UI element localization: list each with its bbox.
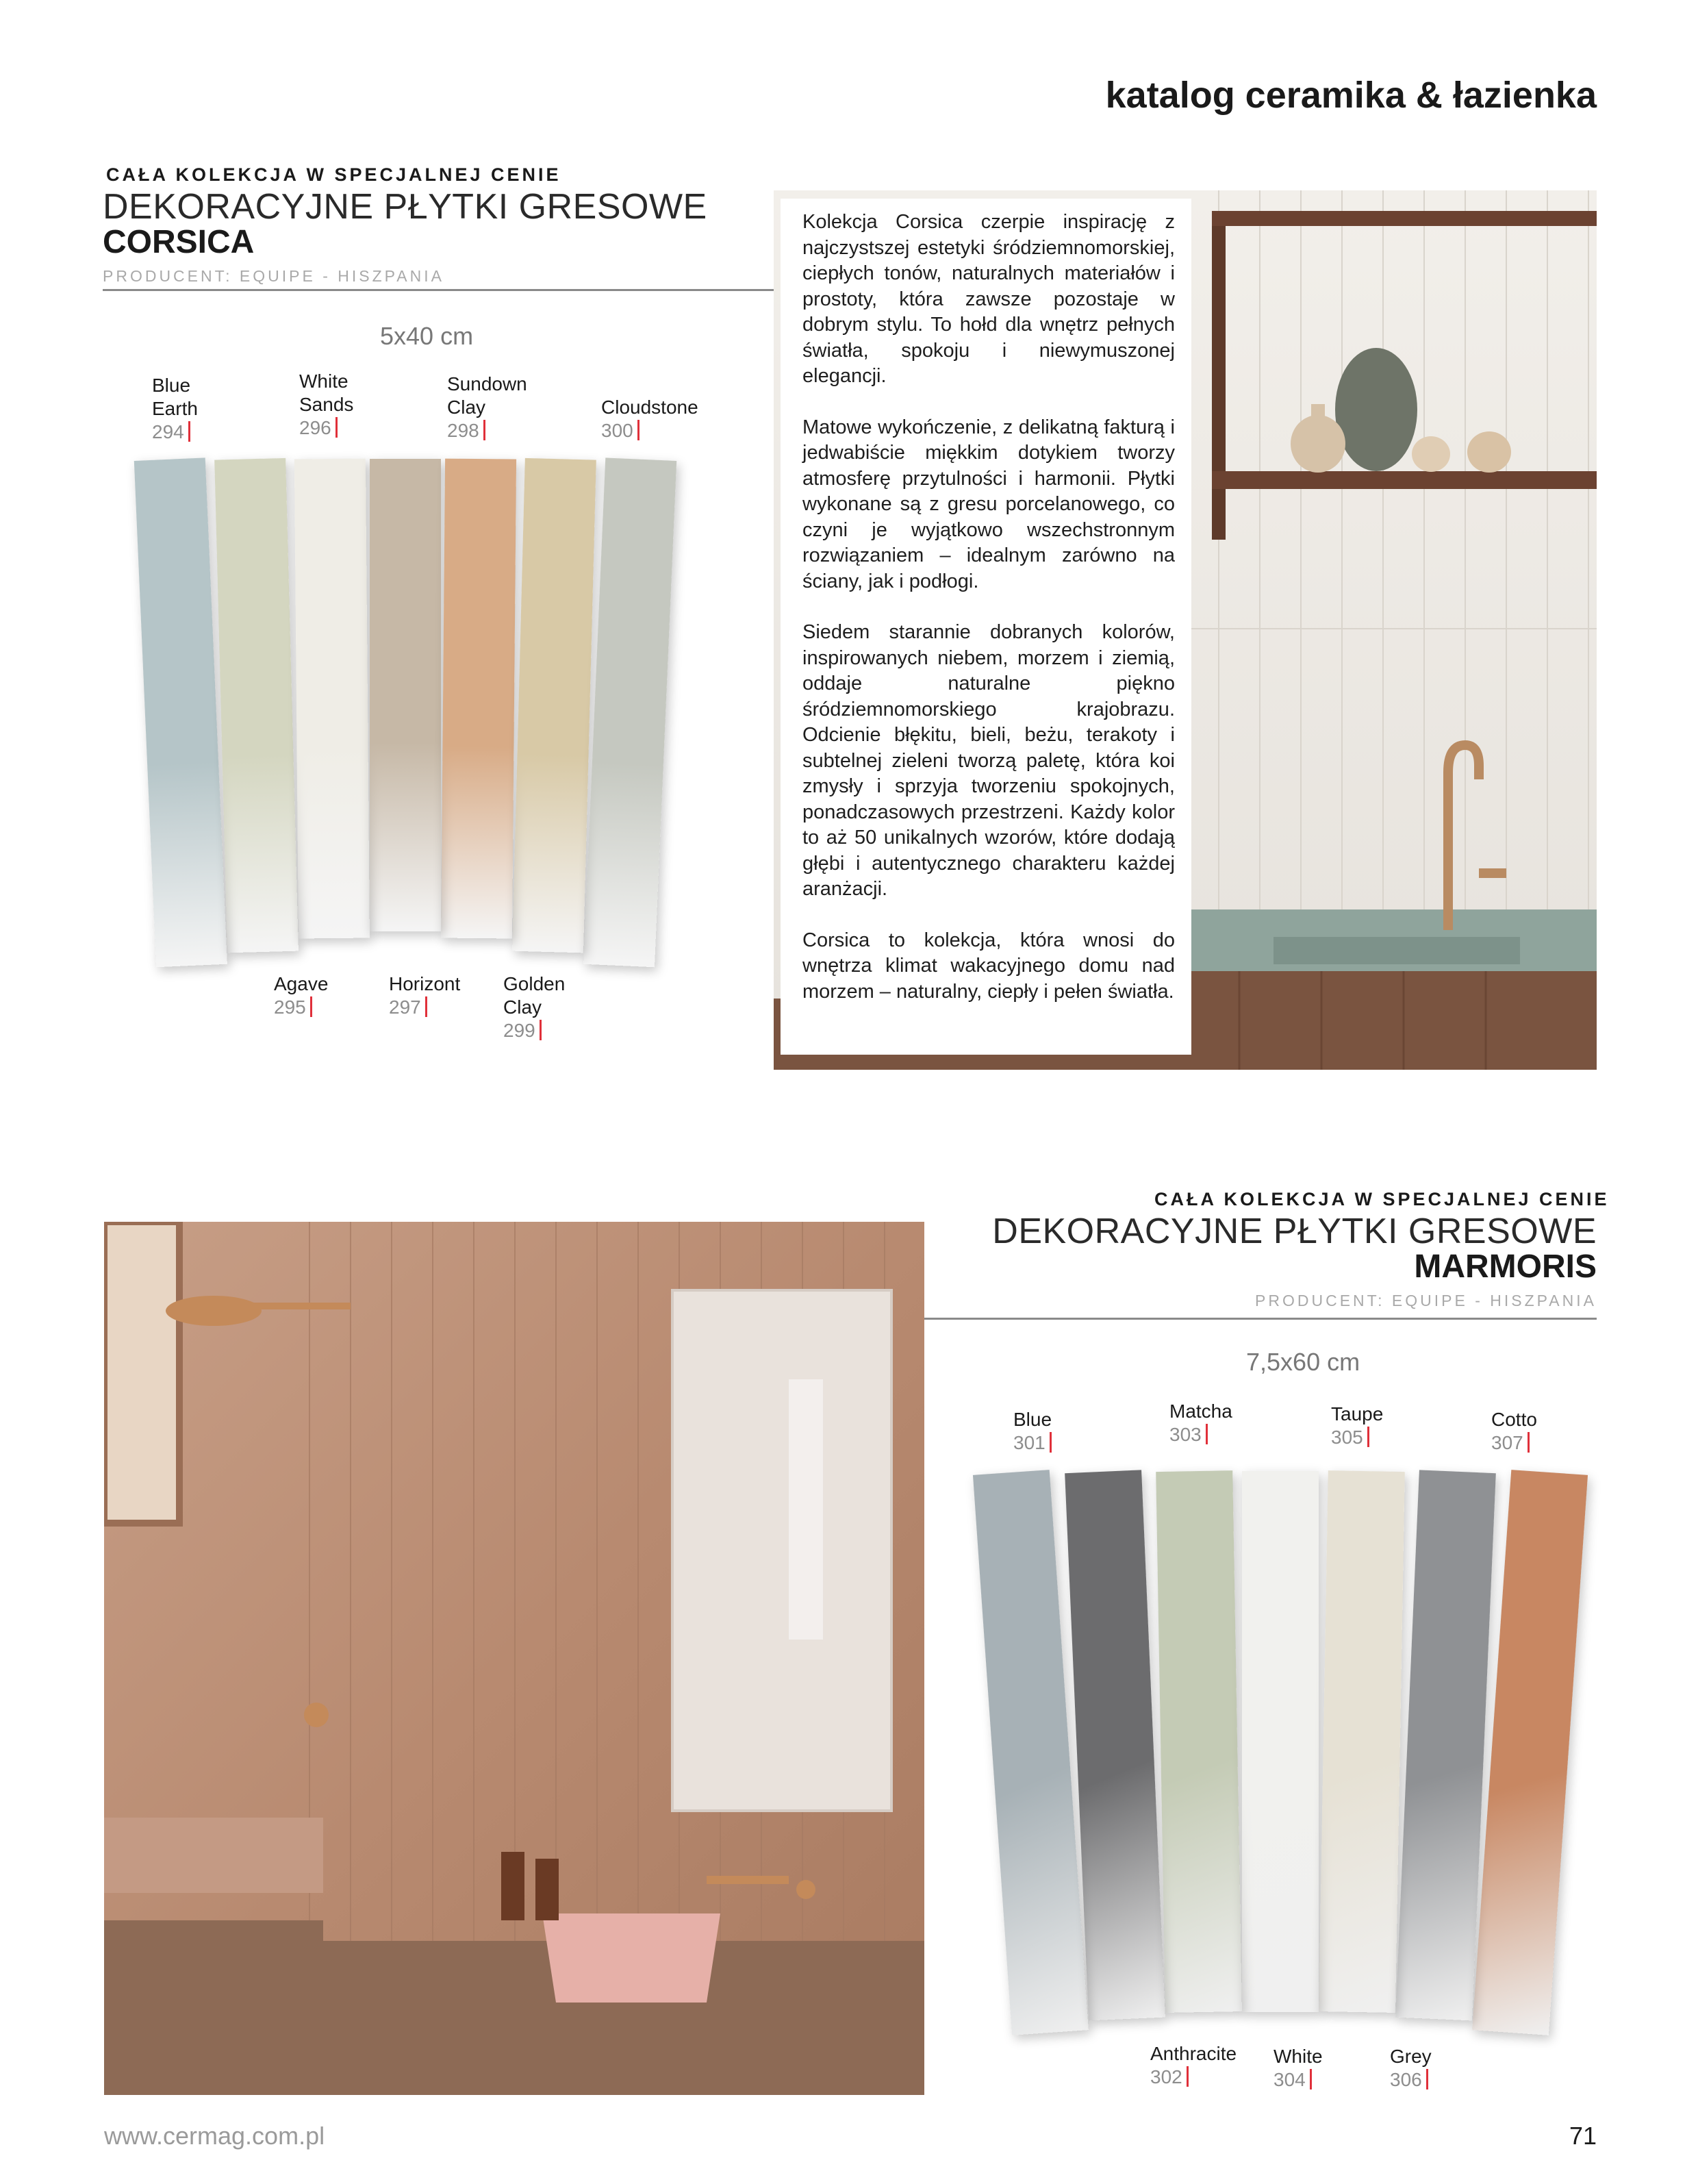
marmoris-name: MARMORIS xyxy=(1414,1248,1597,1285)
marmoris-tile-305 xyxy=(1319,1470,1405,2013)
corsica-description xyxy=(781,199,1191,1055)
corsica-paragraph-2: Matowe wykończenie, z delikatną fakturą i jedwabiście miękkim dotykiem tworzy atmosferę przytulności i harmonii. Płytki wykonane są z gresu porcelanowego, co czyni je wyjątkowo wszechstronnym rozwiązaniem – idealnym zarówno na ściany, jak i podłogi. xyxy=(802,416,1175,592)
corsica-size: 5x40 cm xyxy=(380,322,474,350)
marmoris-label-307: Cotto 307 xyxy=(1491,1409,1537,1453)
footer-website-link[interactable]: www.cermag.com.pl xyxy=(104,2122,325,2150)
marmoris-eyebrow: CAŁA KOLEKCJA W SPECJALNEJ CENIE xyxy=(1154,1189,1610,1209)
marmoris-label-302: Anthracite 302 xyxy=(1150,2043,1237,2087)
corsica-rule xyxy=(103,289,774,291)
marmoris-size: 7,5x60 cm xyxy=(1246,1348,1360,1376)
corsica-label-299: Golden Clay 299 xyxy=(503,973,566,1041)
marmoris-tile-fan xyxy=(1012,1471,1580,2033)
marmoris-tile-303 xyxy=(1156,1470,1242,2013)
corsica-label-298: Sundown Clay 298 xyxy=(447,373,527,441)
marmoris-producer: PRODUCENT: EQUIPE - HISZPANIA xyxy=(1255,1292,1597,1309)
catalog-title: katalog ceramika & łazienka xyxy=(1105,75,1597,116)
corsica-label-295: Agave 295 xyxy=(274,973,329,1018)
corsica-paragraph-1: Kolekcja Corsica czerpie inspirację z najczystszej estetyki śródziemnomorskiej, ciepłych tonów, naturalnych materiałów i prostoty, która zawsze pozostaje w dobrym stylu. To hołd dla wnętrz pełnych światła, spokoju i niewymuszonej elegancji. xyxy=(802,211,1175,387)
marmoris-label-305: Taupe 305 xyxy=(1331,1403,1384,1448)
marmoris-tile-304 xyxy=(1242,1471,1319,2012)
corsica-producer: PRODUCENT: EQUIPE - HISZPANIA xyxy=(103,267,444,285)
marmoris-label-304: White 304 xyxy=(1274,2046,1323,2090)
corsica-subtitle: DEKORACYJNE PŁYTKI GRESOWE xyxy=(103,187,707,227)
marmoris-label-303: Matcha 303 xyxy=(1169,1401,1232,1445)
marmoris-label-301: Blue 301 xyxy=(1013,1409,1052,1453)
marmoris-scene-illustration xyxy=(104,1222,924,2095)
marmoris-room-photo xyxy=(104,1222,924,2095)
corsica-eyebrow: CAŁA KOLEKCJA W SPECJALNEJ CENIE xyxy=(106,164,561,185)
page-number: 71 xyxy=(1569,2122,1597,2150)
corsica-label-296: White Sands 296 xyxy=(299,371,354,438)
corsica-tile-299 xyxy=(512,458,596,953)
marmoris-rule xyxy=(924,1318,1597,1320)
corsica-tile-300 xyxy=(583,457,676,967)
corsica-tile-298 xyxy=(441,459,516,939)
corsica-label-297: Horizont 297 xyxy=(389,973,461,1018)
corsica-tile-fan xyxy=(156,459,676,966)
corsica-label-300: Cloudstone 300 xyxy=(601,397,698,441)
corsica-paragraph-4: Corsica to kolekcja, która wnosi do wnętrza klimat wakacyjnego domu nad morzem – naturalny, ciepły i pełen światła. xyxy=(802,929,1175,1003)
corsica-tile-297 xyxy=(370,459,441,931)
corsica-paragraph-3: Siedem starannie dobranych kolorów, inspirowanych niebem, morzem i ziemią, oddaje naturalne piękno śródziemnomorskiego krajobrazu. Odcienie błękitu, bieli, beżu, terakoty i subtelnej zieleni tworzą paletę, która koi zmysły i sprzyja tworzeniu spokojnych, ponadczasowych przestrzeni. Każdy kolor to aż 50 unikalnych wzorów, które dodają głębi i autentycznego charakteru każdej aranżacji. xyxy=(802,621,1175,900)
corsica-tile-295 xyxy=(214,458,299,953)
corsica-label-294: Blue Earth 294 xyxy=(152,375,198,442)
marmoris-subtitle: DEKORACYJNE PŁYTKI GRESOWE xyxy=(992,1212,1597,1251)
corsica-tile-296 xyxy=(294,459,370,939)
marmoris-label-306: Grey 306 xyxy=(1390,2046,1432,2090)
corsica-name: CORSICA xyxy=(103,224,255,260)
corsica-tile-294 xyxy=(134,457,227,967)
